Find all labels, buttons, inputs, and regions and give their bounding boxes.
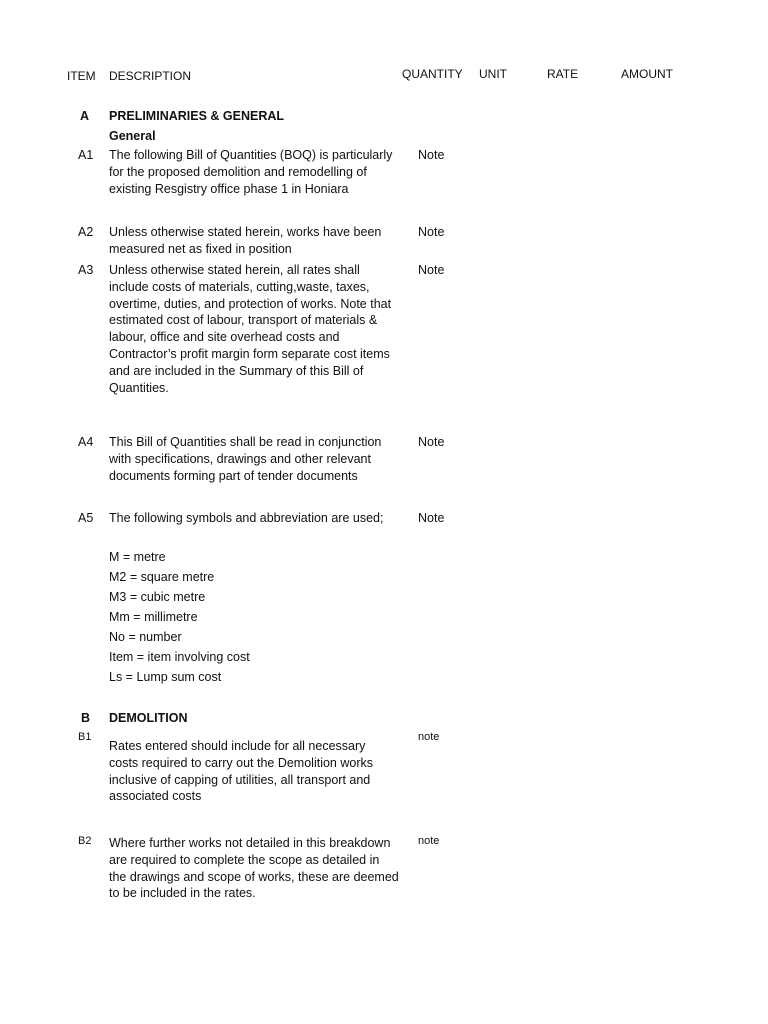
item-code: B2	[78, 835, 92, 847]
header-unit: UNIT	[479, 67, 507, 81]
header-item: ITEM	[67, 69, 96, 83]
header-amount: AMOUNT	[621, 67, 673, 81]
item-quantity: Note	[418, 263, 445, 277]
item-description: The following Bill of Quantities (BOQ) is particularly for the proposed demolition and remodelling of existing Resgistry office phase 1 in Honiara	[109, 148, 393, 196]
item-description: This Bill of Quantities shall be read in conjunction with specifications, drawings and other relevant documents forming part of tender documents	[109, 435, 382, 483]
section-code: B	[81, 711, 91, 725]
item-description: Unless otherwise stated herein, works have been measured net as fixed in position	[109, 225, 382, 256]
list-item: Mm = millimetre	[109, 610, 198, 624]
item-code: A1	[78, 148, 94, 162]
item-code: B1	[78, 731, 92, 743]
item-description: Rates entered should include for all necessary costs required to carry out the Demolition works inclusive of capping of utilities, all transport and associated costs	[109, 739, 373, 804]
item-quantity: Note	[418, 225, 445, 239]
header-quantity: QUANTITY	[402, 67, 463, 81]
item-quantity: note	[418, 835, 440, 847]
item-description: Where further works not detailed in this breakdown are required to complete the scope as detailed in the drawings and scope of works, these are deemed to be included in the rates.	[109, 836, 399, 901]
item-quantity: Note	[418, 148, 445, 162]
section-subtitle: General	[109, 129, 156, 143]
item-description: Unless otherwise stated herein, all rates shall include costs of materials, cutting,waste, taxes, overtime, duties, and protection of works. Note that estimated cost of labour, transport of materials & labour, office and site overhead costs and Contractor’s profit margin form separate cost items and are included in the Summary of this Bill of Quantities.	[109, 263, 392, 395]
list-item: M2 = square metre	[109, 570, 215, 584]
list-item: No = number	[109, 630, 182, 644]
list-item: M3 = cubic metre	[109, 590, 206, 604]
item-code: A3	[78, 263, 94, 277]
header-rate: RATE	[547, 67, 579, 81]
section-code: A	[80, 109, 90, 123]
item-code: A5	[78, 511, 94, 525]
item-code: A4	[78, 435, 94, 449]
list-item: M = metre	[109, 550, 166, 564]
item-code: A2	[78, 225, 94, 239]
section-title: PRELIMINARIES & GENERAL	[109, 109, 285, 123]
item-quantity: Note	[418, 511, 445, 525]
list-item: Item = item involving cost	[109, 650, 250, 664]
header-description: DESCRIPTION	[109, 69, 192, 83]
item-description: The following symbols and abbreviation are used;	[109, 511, 384, 525]
item-quantity: note	[418, 731, 440, 743]
item-quantity: Note	[418, 435, 445, 449]
list-item: Ls = Lump sum cost	[109, 670, 222, 684]
section-title: DEMOLITION	[109, 711, 188, 725]
